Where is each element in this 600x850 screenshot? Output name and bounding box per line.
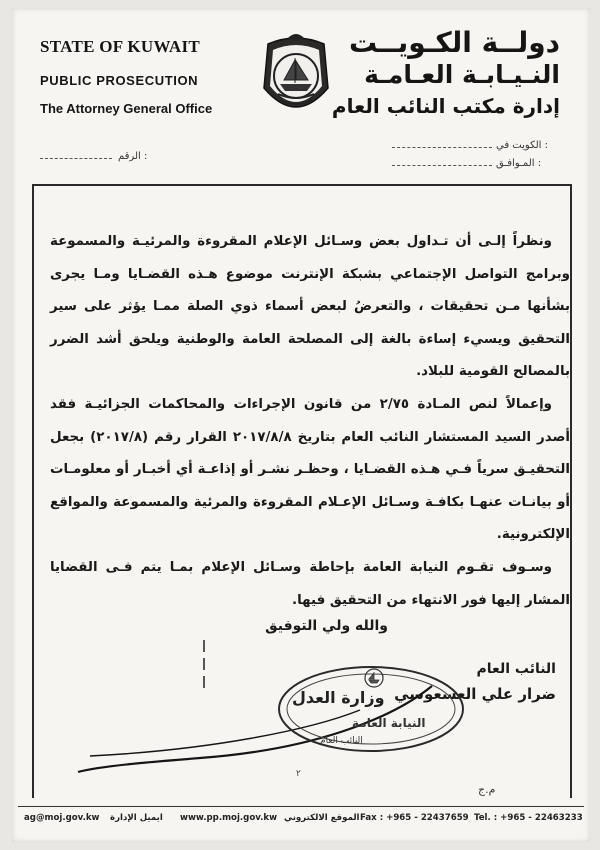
footer-email[interactable]: ag@moj.gov.kw [24,813,100,823]
closing-phrase: والله ولي التوفيق [265,618,388,634]
stamp-ministry-text: وزارة العدل [292,688,385,707]
paragraph-1: ونظراً إلـى أن تـداول بعض وسـائل الإعلام المقروءة والمرئيـة والمسموعة وبرامج التواصل الإجتماعي بشبكة الإنترنت موضوع هـذه القضـايا ومـا يجرى بشأنها مـن تحقيقات ، والتعرضُ لبعض أسماء ذوي الصلة ممـا يؤثر على سير التحقيق ويسيء إساءة بالغة إلى المصلحة العامة والوطنية ويلحق أشد الضرر بالمصالح القومية للبلاد. [50,234,570,380]
number-label: : الرقم [118,151,148,162]
header-ar-dept: النـيـابـة العـامـة [364,60,560,89]
footer-website[interactable]: www.pp.moj.gov.kw [180,813,278,823]
header-en-country: STATE OF KUWAIT [40,37,201,56]
header-en-dept: PUBLIC PROSECUTION [40,73,199,88]
kuwait-in-label: : الكويت في [496,140,548,151]
signature-title: النائب العام [476,661,556,677]
footer-tel: Tel. : +965 - 22463233 [474,813,583,823]
stamp-prosecution-text: النيابة العامة [352,716,426,730]
letter-body [50,226,570,617]
kuwait-emblem-icon [258,30,334,126]
footer-email-label: ايميل الإدارة [110,813,163,823]
paragraph-3: وسـوف تقـوم النيابة العامة بإحاطة وسـائل الإعلام بمـا يتم فـى القضايا المشار إليها فور الانتهاء من التحقيق فيها. [50,559,570,608]
stamp-office-text: النائب العام [320,736,363,746]
header-ar-country: دولــة الكـويــت [349,26,560,59]
footer-website-label: الموقع الالكتروني [284,813,360,823]
signature-name: ضرار علي العسعوسي [394,685,556,703]
corresponding-label: : المـوافـق [496,158,542,169]
header-ar-office: إدارة مكتب النائب العام [331,94,560,118]
number-field-line [40,158,112,159]
paragraph-2: وإعمالاً لنص المـادة ٢/٧٥ من قانون الإجراءات والمحاكمات الجزائيـة فقد أصدر السيد المستشار النائب العام بتاريخ ٢٠١٧/٨/٨ القرار رقم (٢٠١٧/٨) بجعل التحقيـق سرياً فـي هـذه القضـايا ، وحظـر نشـر أو إذاعـة أي أخبـار أو معلومـات أو بيانـات عنهـا بكافـة وسـائل الإعـلام المقروءة والمرئية والمسموعة والمواقع الإلكترونية. [50,396,570,543]
page-mark: ٢ [296,769,301,779]
official-stamp-icon [276,664,466,754]
header-en-office: The Attorney General Office [40,101,213,116]
footer-fax: Fax : +965 - 22437659 [360,813,469,823]
kuwait-in-field-line [392,147,492,148]
footer-rule [18,806,584,807]
initials-mark: م.ج [478,783,496,796]
corresponding-field-line [392,165,492,166]
